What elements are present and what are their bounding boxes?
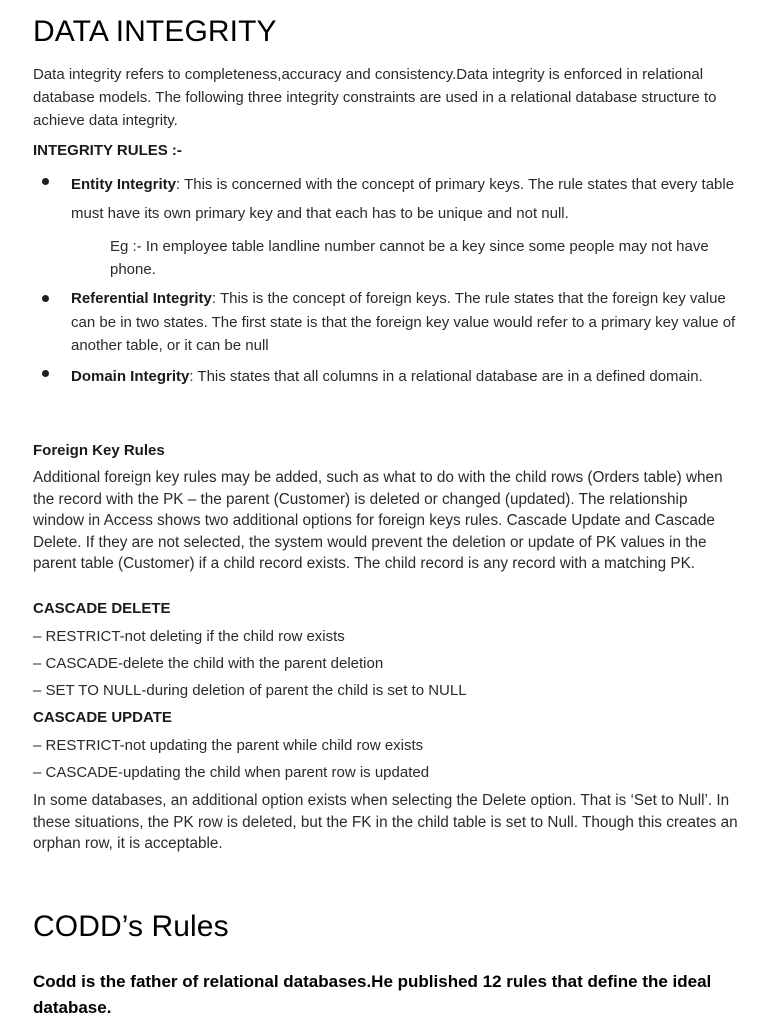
list-item-domain-integrity xyxy=(33,362,753,422)
domain-integrity-description: : This states that all columns in a relational database are in a defined domain. xyxy=(189,368,703,385)
entity-integrity-description: : This is concerned with the concept of primary keys. The rule states that every table must have its own primary key and that each has to be unique and not null. xyxy=(71,176,735,222)
cascade-delete-item: – CASCADE-delete the child with the parent deletion xyxy=(33,655,384,672)
page-title: DATA INTEGRITY xyxy=(33,15,277,48)
cascade-update-heading: CASCADE UPDATE xyxy=(33,709,172,726)
cascade-update-item: – CASCADE-updating the child when parent row is updated xyxy=(33,764,430,781)
cascade-delete-heading: CASCADE DELETE xyxy=(33,600,171,617)
foreign-key-paragraph: Additional foreign key rules may be added, such as what to do with the child rows (Orders table) when the record with the PK – the parent (Customer) is deleted or changed (updated). The relationship window in Access shows two additional options for foreign keys rules. Cascade Update and Cascade Delete. If they are not selected, the system would prevent the deletion or update of PK values in the parent table (Customer) if a child record exists. The child record is any record with a matching PK. xyxy=(33,469,723,572)
domain-integrity-text xyxy=(71,362,751,391)
bullet-icon xyxy=(42,370,49,377)
referential-integrity-description: : This is the concept of foreign keys. The rule states that the foreign key value can be in two states. The first state is that the foreign key value would refer to a primary key value of another table, or it can be null xyxy=(71,290,736,354)
list-item-entity-integrity xyxy=(33,170,753,230)
cascade-delete-item: – RESTRICT-not deleting if the child row exists xyxy=(33,628,345,645)
entity-integrity-text xyxy=(71,170,751,228)
referential-integrity-text xyxy=(71,287,751,358)
codd-rules-title: CODD’s Rules xyxy=(33,910,229,943)
foreign-key-rules-heading: Foreign Key Rules xyxy=(33,442,165,459)
cascade-update-item: – RESTRICT-not updating the parent while child row exists xyxy=(33,737,424,754)
bullet-icon xyxy=(42,295,49,302)
example-note: Eg :- In employee table landline number cannot be a key since some people may not have phone. xyxy=(110,238,709,278)
cascade-delete-item: – SET TO NULL-during deletion of parent the child is set to NULL xyxy=(33,682,467,699)
list-item-referential-integrity xyxy=(33,287,753,357)
domain-integrity-term: Domain Integrity xyxy=(71,368,190,385)
referential-integrity-term: Referential Integrity xyxy=(71,290,212,307)
codd-lead-paragraph: Codd is the father of relational databases.He published 12 rules that define the ideal database. xyxy=(33,972,712,1017)
entity-integrity-term: Entity Integrity xyxy=(71,176,177,193)
intro-paragraph: Data integrity refers to completeness,accuracy and consistency.Data integrity is enforced in relational database models. The following three integrity constraints are used in a relational database structure to achieve data integrity. xyxy=(33,66,717,129)
integrity-rules-heading: INTEGRITY RULES :- xyxy=(33,142,182,159)
set-null-paragraph: In some databases, an additional option exists when selecting the Delete option. That is ‘Set to Null’. In these situations, the PK row is deleted, but the FK in the child table is set to Null. Though this creates an orphan row, it is acceptable. xyxy=(33,792,738,852)
bullet-icon xyxy=(42,178,49,185)
